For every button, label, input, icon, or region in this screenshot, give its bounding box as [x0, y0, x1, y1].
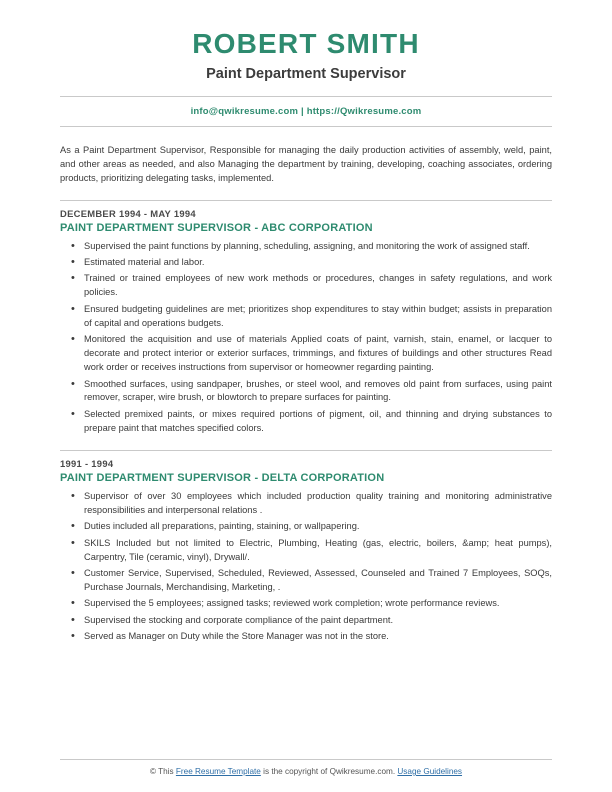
experience-role: PAINT DEPARTMENT SUPERVISOR - ABC CORPORATION — [60, 221, 373, 234]
contact-email-link[interactable]: info@qwikresume.com — [190, 106, 299, 118]
list-item: • Duties included all preparations, painting, staining, or wallpapering. — [82, 520, 552, 534]
copyright-icon: © — [149, 767, 157, 776]
experience-role: PAINT DEPARTMENT SUPERVISOR - DELTA CORPORATION — [60, 471, 385, 484]
page-footer — [0, 759, 612, 776]
experience-entry — [60, 450, 552, 644]
footer-text — [0, 767, 612, 776]
resume-body — [0, 143, 612, 644]
experience-date: DECEMBER 1994 - MAY 1994 — [60, 207, 196, 219]
resume-header — [0, 0, 612, 127]
list-item: • Monitored the acquisition and use of materials Applied coats of paint, varnish, stain, enamel, or lacquer to decorate and protect interior or exterior surfaces, trimmings, and fixtures of buildings and other structures Read work order or receives instructions from supervisor or homeowner regarding painting. — [82, 333, 552, 375]
experience-bullet-list — [60, 240, 552, 436]
free-resume-template-link[interactable]: Free Resume Template — [175, 767, 261, 776]
list-item: • Customer Service, Supervised, Scheduled, Reviewed, Assessed, Counseled and Trained 7 Employees, SOQs, Purchase Journals, Merchandising, Marketing, . — [82, 567, 552, 595]
list-item: • Supervised the paint functions by planning, scheduling, assigning, and monitoring the work of assigned staff. — [82, 240, 552, 254]
page-title: ROBERT SMITH — [192, 28, 420, 59]
usage-guidelines-link[interactable]: Usage Guidelines — [397, 767, 463, 776]
footer-middle: is the copyright of Qwikresume.com. — [263, 767, 396, 776]
header-divider — [60, 96, 552, 97]
contact-line — [60, 106, 552, 117]
footer-divider — [60, 759, 552, 760]
list-item: • SKILS Included but not limited to Electric, Plumbing, Heating (gas, electric, boilers, &amp; heat pumps), Carpentry, Tile (ceramic, vinyl), Drywall/. — [82, 537, 552, 565]
footer-prefix: This — [158, 767, 174, 776]
list-item: • Estimated material and labor. — [82, 256, 552, 270]
contact-divider — [60, 126, 552, 127]
list-item: • Served as Manager on Duty while the Store Manager was not in the store. — [82, 630, 552, 644]
list-item: • Supervised the stocking and corporate compliance of the paint department. — [82, 614, 552, 628]
summary-text: As a Paint Department Supervisor, Responsible for managing the daily production activities of assembly, weld, paint, and other areas as needed, and also Managing the department by training, developing, coaching associates, ordering products, prioritizing delegating tasks, implemented. — [60, 145, 552, 184]
list-item: • Smoothed surfaces, using sandpaper, brushes, or steel wool, and removes old paint from surfaces, using paint remover, scraper, wire brush, or blowtorch to prepare surfaces for painting. — [82, 378, 552, 406]
contact-website-link[interactable]: https://Qwikresume.com — [306, 106, 422, 118]
section-divider — [60, 450, 552, 451]
experience-date: 1991 - 1994 — [60, 457, 114, 469]
experience-entry — [60, 200, 552, 436]
section-divider — [60, 200, 552, 201]
list-item: • Selected premixed paints, or mixes required portions of pigment, oil, and thinning and drying substances to prepare paint that matches specified colors. — [82, 408, 552, 436]
contact-separator: | — [298, 106, 307, 118]
list-item: • Supervisor of over 30 employees which included production quality training and monitoring administrative responsibilities and interpersonal relations . — [82, 490, 552, 518]
experience-bullet-list — [60, 490, 552, 644]
job-title: Paint Department Supervisor — [206, 66, 406, 83]
list-item: • Ensured budgeting guidelines are met; prioritizes shop expenditures to stay within budget; assists in preparation of capital and operations budgets. — [82, 303, 552, 331]
list-item: • Supervised the 5 employees; assigned tasks; reviewed work completion; wrote performance reviews. — [82, 597, 552, 611]
list-item: • Trained or trained employees of new work methods or procedures, changes in safety regulations, and work policies. — [82, 272, 552, 300]
